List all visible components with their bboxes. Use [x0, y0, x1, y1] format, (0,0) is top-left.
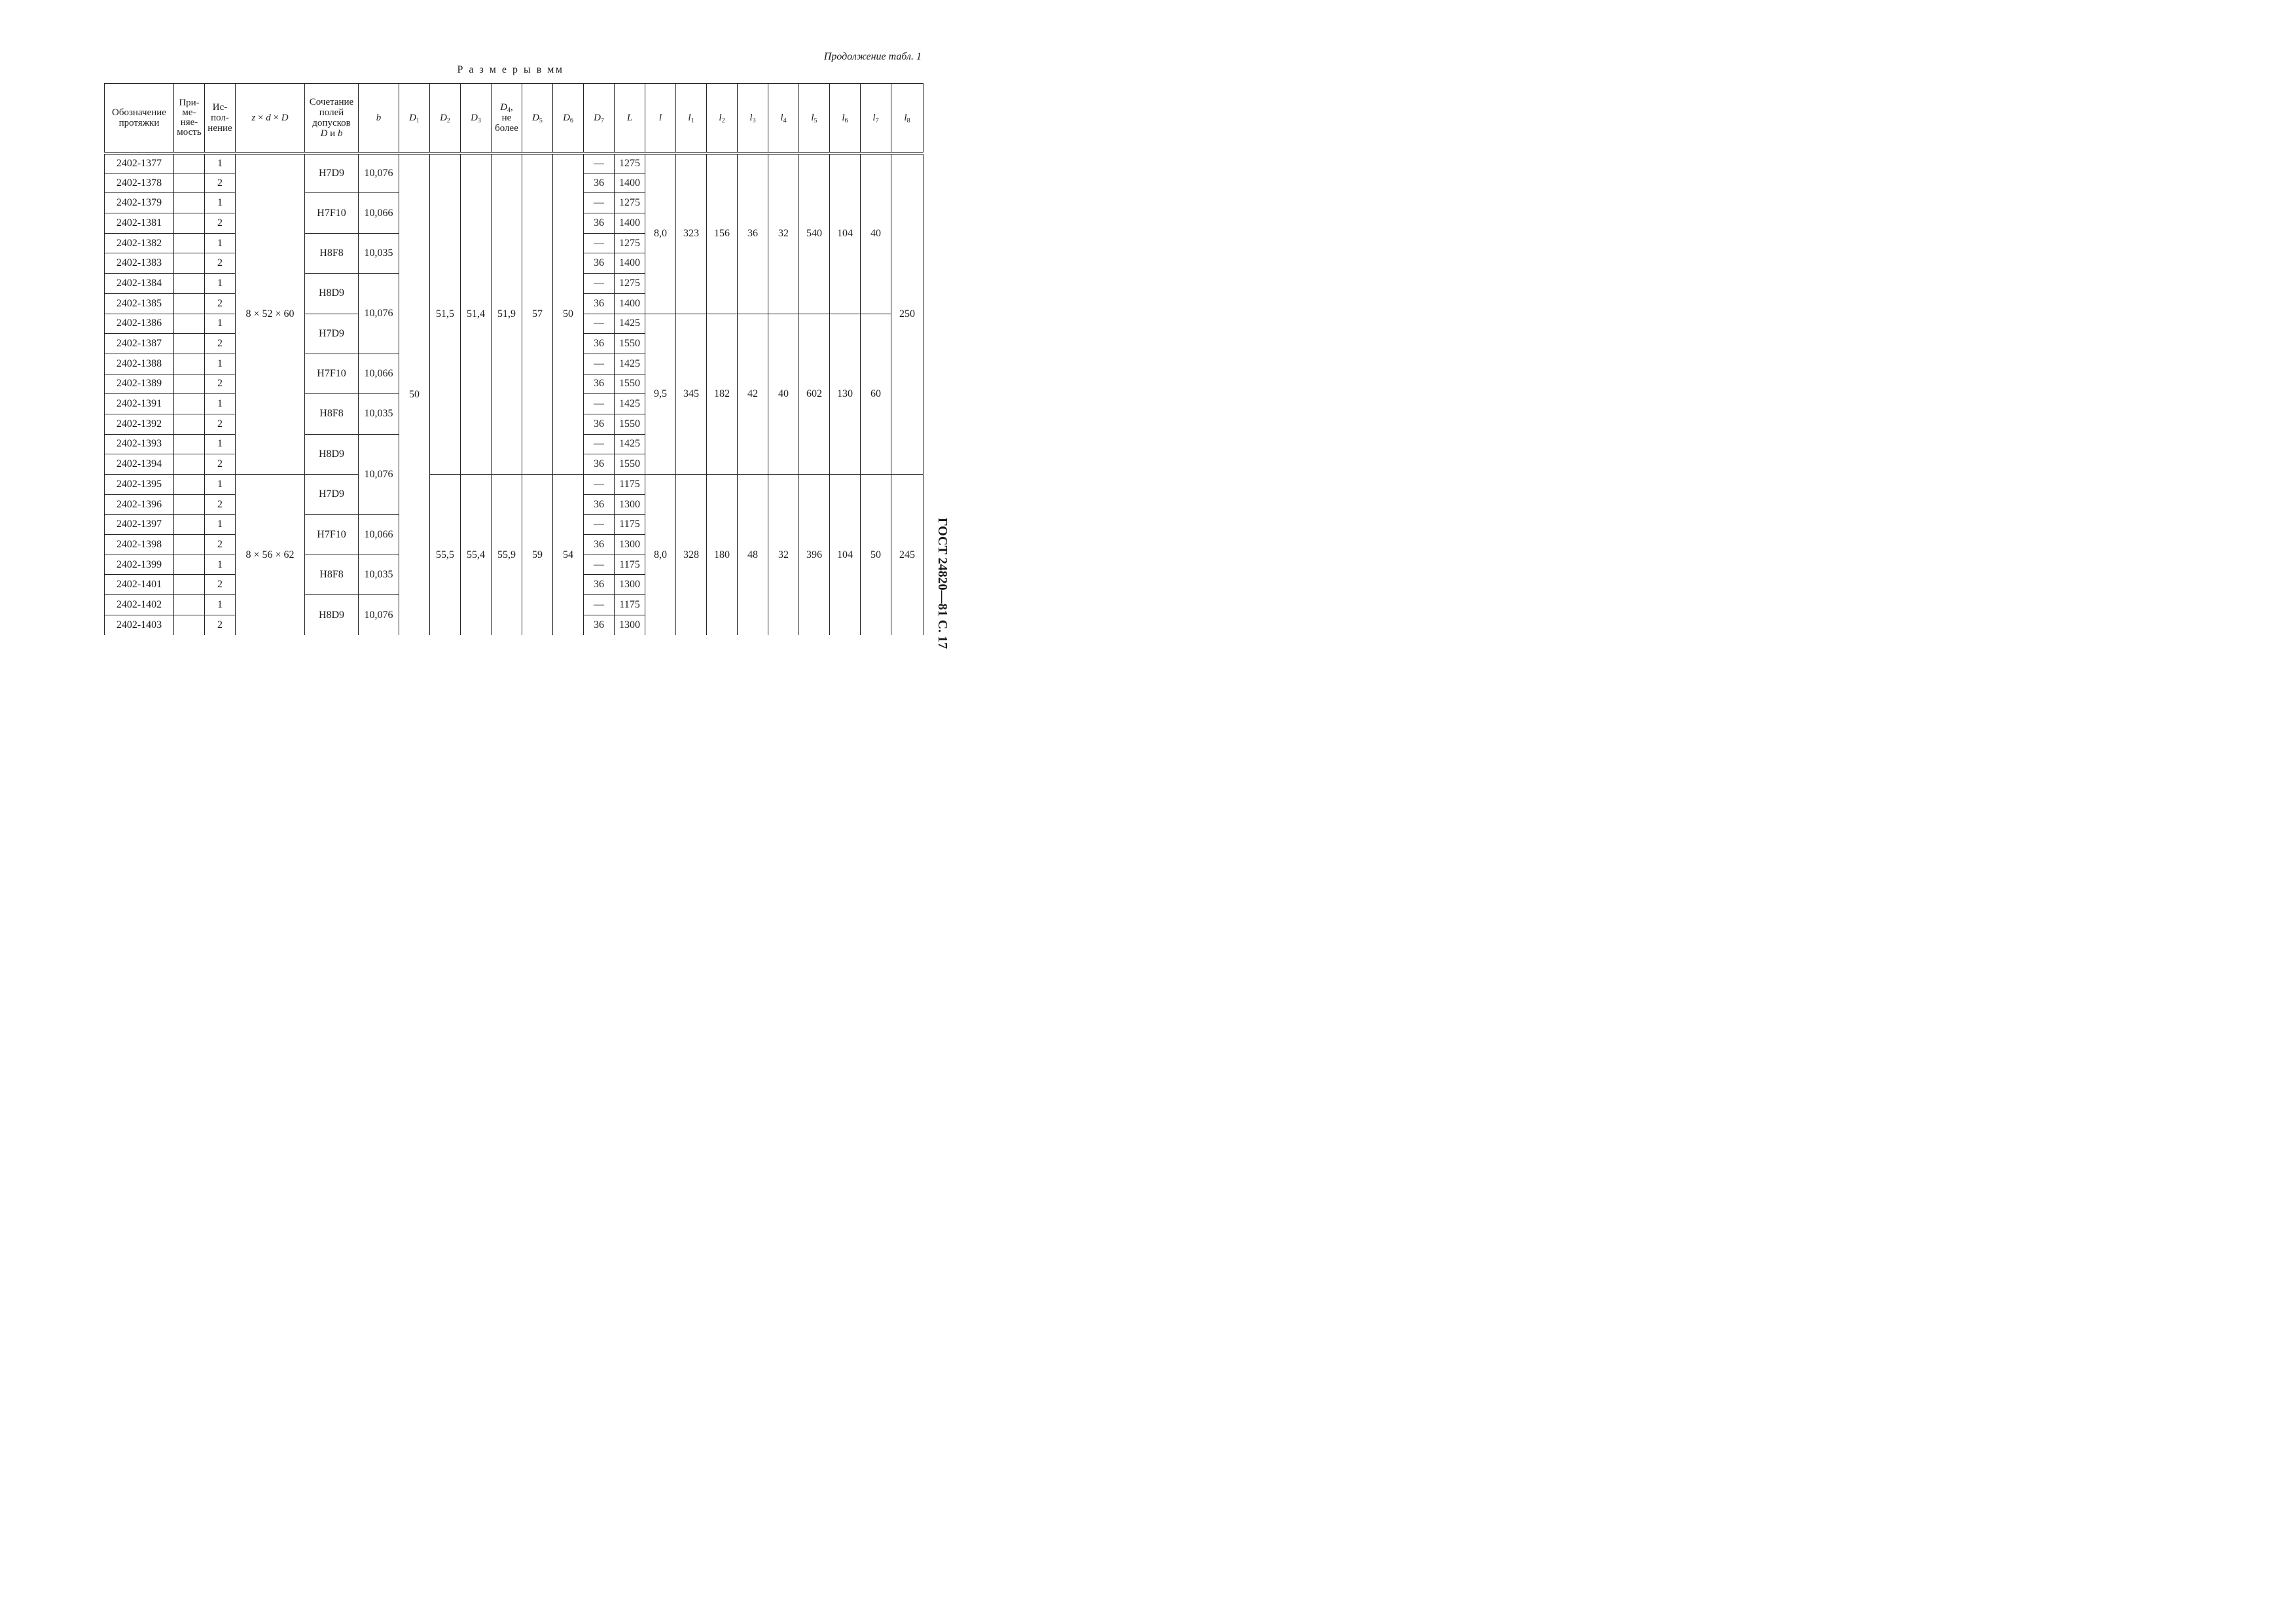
col-D1: $D_1$: [399, 84, 430, 153]
D7-cell: 36: [584, 494, 615, 515]
designation-cell: 2402-1387: [105, 334, 174, 354]
applicability-cell: [174, 394, 205, 414]
D7-cell: —: [584, 595, 615, 615]
col-D3: $D_3$: [461, 84, 492, 153]
D7-cell: —: [584, 274, 615, 294]
applicability-cell: [174, 193, 205, 213]
col-l3: $l_3$: [738, 84, 768, 153]
version-cell: 2: [205, 414, 236, 434]
D5-cell: 57: [522, 153, 553, 475]
D7-cell: —: [584, 153, 615, 173]
version-cell: 1: [205, 434, 236, 454]
L-cell: 1400: [615, 293, 645, 314]
applicability-cell: [174, 575, 205, 595]
D7-cell: 36: [584, 213, 615, 234]
L-cell: 1550: [615, 454, 645, 475]
tolerance-cell: H8D9: [305, 274, 359, 314]
col-l6: $l_6$: [830, 84, 861, 153]
b-cell: 10,035: [359, 555, 399, 594]
col-tolerance: Сочетание полей допусков D и b: [305, 84, 359, 153]
l5-cell: 396: [799, 475, 830, 636]
version-cell: 2: [205, 253, 236, 274]
L-cell: 1425: [615, 354, 645, 374]
D4-cell: 55,9: [492, 475, 522, 636]
version-cell: 2: [205, 213, 236, 234]
L-cell: 1275: [615, 274, 645, 294]
l7-cell: 60: [861, 314, 891, 475]
l-cell: 8,0: [645, 153, 676, 314]
version-cell: 1: [205, 515, 236, 535]
L-cell: 1400: [615, 173, 645, 193]
l-cell: 9,5: [645, 314, 676, 475]
applicability-cell: [174, 274, 205, 294]
L-cell: 1425: [615, 314, 645, 334]
col-l5: $l_5$: [799, 84, 830, 153]
applicability-cell: [174, 253, 205, 274]
applicability-cell: [174, 334, 205, 354]
designation-cell: 2402-1379: [105, 193, 174, 213]
D7-cell: —: [584, 314, 615, 334]
applicability-cell: [174, 615, 205, 635]
tolerance-cell: H7D9: [305, 314, 359, 354]
designation-cell: 2402-1389: [105, 374, 174, 394]
b-cell: 10,076: [359, 434, 399, 515]
version-cell: 2: [205, 575, 236, 595]
col-D2: $D_2$: [430, 84, 461, 153]
l6-cell: 104: [830, 475, 861, 636]
version-cell: 1: [205, 274, 236, 294]
applicability-cell: [174, 595, 205, 615]
col-b: b: [359, 84, 399, 153]
designation-cell: 2402-1401: [105, 575, 174, 595]
D7-cell: 36: [584, 293, 615, 314]
D7-cell: —: [584, 555, 615, 575]
D7-cell: —: [584, 515, 615, 535]
D1-cell: 50: [399, 153, 430, 636]
applicability-cell: [174, 314, 205, 334]
standard-page-label: ГОСТ 24820—81 С. 17: [935, 517, 950, 649]
col-version: Ис- пол- нение: [205, 84, 236, 153]
L-cell: 1550: [615, 414, 645, 434]
D7-cell: —: [584, 193, 615, 213]
zdD-cell: 8 × 52 × 60: [236, 153, 305, 475]
L-cell: 1425: [615, 394, 645, 414]
col-D5: $D_5$: [522, 84, 553, 153]
L-cell: 1550: [615, 334, 645, 354]
designation-cell: 2402-1402: [105, 595, 174, 615]
b-cell: 10,035: [359, 233, 399, 273]
col-l8: $l_8$: [891, 84, 924, 153]
applicability-cell: [174, 153, 205, 173]
version-cell: 1: [205, 555, 236, 575]
applicability-cell: [174, 414, 205, 434]
designation-cell: 2402-1393: [105, 434, 174, 454]
zdD-cell: 8 × 56 × 62: [236, 475, 305, 636]
l3-cell: 36: [738, 153, 768, 314]
tolerance-cell: H7D9: [305, 475, 359, 515]
l8-cell: 250: [891, 153, 924, 475]
version-cell: 2: [205, 293, 236, 314]
l2-cell: 182: [707, 314, 738, 475]
version-cell: 2: [205, 374, 236, 394]
l4-cell: 32: [768, 475, 799, 636]
D7-cell: 36: [584, 615, 615, 635]
version-cell: 1: [205, 153, 236, 173]
applicability-cell: [174, 494, 205, 515]
designation-cell: 2402-1385: [105, 293, 174, 314]
designation-cell: 2402-1399: [105, 555, 174, 575]
b-cell: 10,066: [359, 515, 399, 555]
l1-cell: 345: [676, 314, 707, 475]
D7-cell: —: [584, 233, 615, 253]
broach-dimensions-table: [104, 83, 924, 635]
D7-cell: 36: [584, 334, 615, 354]
D3-cell: 51,4: [461, 153, 492, 475]
tolerance-cell: H8D9: [305, 434, 359, 474]
applicability-cell: [174, 354, 205, 374]
designation-cell: 2402-1394: [105, 454, 174, 475]
designation-cell: 2402-1382: [105, 233, 174, 253]
designation-cell: 2402-1384: [105, 274, 174, 294]
version-cell: 2: [205, 615, 236, 635]
D5-cell: 59: [522, 475, 553, 636]
designation-cell: 2402-1398: [105, 535, 174, 555]
designation-cell: 2402-1397: [105, 515, 174, 535]
designation-cell: 2402-1391: [105, 394, 174, 414]
L-cell: 1175: [615, 515, 645, 535]
applicability-cell: [174, 475, 205, 495]
tolerance-cell: H7D9: [305, 153, 359, 193]
version-cell: 1: [205, 193, 236, 213]
L-cell: 1175: [615, 475, 645, 495]
col-l2: $l_2$: [707, 84, 738, 153]
l1-cell: 323: [676, 153, 707, 314]
tolerance-cell: H7F10: [305, 515, 359, 555]
L-cell: 1300: [615, 494, 645, 515]
version-cell: 2: [205, 535, 236, 555]
l5-cell: 602: [799, 314, 830, 475]
l3-cell: 42: [738, 314, 768, 475]
applicability-cell: [174, 555, 205, 575]
D7-cell: —: [584, 434, 615, 454]
version-cell: 2: [205, 173, 236, 193]
designation-cell: 2402-1383: [105, 253, 174, 274]
version-cell: 1: [205, 354, 236, 374]
L-cell: 1300: [615, 615, 645, 635]
designation-cell: 2402-1386: [105, 314, 174, 334]
L-cell: 1300: [615, 575, 645, 595]
header-row: [105, 84, 924, 153]
l6-cell: 130: [830, 314, 861, 475]
D7-cell: —: [584, 475, 615, 495]
units-caption: Р а з м е р ы в мм: [457, 64, 564, 75]
col-D7: $D_7$: [584, 84, 615, 153]
D7-cell: 36: [584, 535, 615, 555]
version-cell: 1: [205, 595, 236, 615]
col-L: L: [615, 84, 645, 153]
L-cell: 1400: [615, 213, 645, 234]
L-cell: 1300: [615, 535, 645, 555]
col-l1: $l_1$: [676, 84, 707, 153]
L-cell: 1175: [615, 595, 645, 615]
col-applicability: При- ме- няе- мость: [174, 84, 205, 153]
D7-cell: 36: [584, 454, 615, 475]
col-l: l: [645, 84, 676, 153]
l4-cell: 32: [768, 153, 799, 314]
b-cell: 10,066: [359, 193, 399, 233]
tolerance-cell: H7F10: [305, 354, 359, 393]
D7-cell: —: [584, 354, 615, 374]
designation-cell: 2402-1377: [105, 153, 174, 173]
D7-cell: 36: [584, 173, 615, 193]
designation-cell: 2402-1381: [105, 213, 174, 234]
l8-cell: 245: [891, 475, 924, 636]
tolerance-cell: H8D9: [305, 595, 359, 635]
D6-cell: 54: [553, 475, 584, 636]
l2-cell: 156: [707, 153, 738, 314]
applicability-cell: [174, 434, 205, 454]
applicability-cell: [174, 515, 205, 535]
D3-cell: 55,4: [461, 475, 492, 636]
applicability-cell: [174, 535, 205, 555]
applicability-cell: [174, 374, 205, 394]
tolerance-cell: H8F8: [305, 555, 359, 594]
L-cell: 1275: [615, 153, 645, 173]
applicability-cell: [174, 233, 205, 253]
version-cell: 2: [205, 454, 236, 475]
L-cell: 1550: [615, 374, 645, 394]
D7-cell: 36: [584, 575, 615, 595]
D2-cell: 51,5: [430, 153, 461, 475]
table-row: [105, 475, 924, 495]
version-cell: 1: [205, 314, 236, 334]
col-zdD: z × d × D: [236, 84, 305, 153]
D4-cell: 51,9: [492, 153, 522, 475]
continuation-caption: Продолжение табл. 1: [823, 51, 922, 62]
version-cell: 1: [205, 394, 236, 414]
D7-cell: 36: [584, 253, 615, 274]
L-cell: 1425: [615, 434, 645, 454]
applicability-cell: [174, 454, 205, 475]
col-D6: $D_6$: [553, 84, 584, 153]
l3-cell: 48: [738, 475, 768, 636]
col-l7: $l_7$: [861, 84, 891, 153]
applicability-cell: [174, 173, 205, 193]
l7-cell: 50: [861, 475, 891, 636]
l4-cell: 40: [768, 314, 799, 475]
l-cell: 8,0: [645, 475, 676, 636]
D7-cell: 36: [584, 414, 615, 434]
designation-cell: 2402-1395: [105, 475, 174, 495]
applicability-cell: [174, 293, 205, 314]
L-cell: 1275: [615, 233, 645, 253]
version-cell: 1: [205, 233, 236, 253]
tolerance-cell: H8F8: [305, 233, 359, 273]
L-cell: 1275: [615, 193, 645, 213]
b-cell: 10,035: [359, 394, 399, 434]
col-l4: $l_4$: [768, 84, 799, 153]
l5-cell: 540: [799, 153, 830, 314]
l1-cell: 328: [676, 475, 707, 636]
b-cell: 10,076: [359, 153, 399, 193]
L-cell: 1400: [615, 253, 645, 274]
col-designation: Обозначение протяжки: [105, 84, 174, 153]
L-cell: 1175: [615, 555, 645, 575]
D7-cell: —: [584, 394, 615, 414]
b-cell: 10,076: [359, 274, 399, 354]
b-cell: 10,076: [359, 595, 399, 635]
l6-cell: 104: [830, 153, 861, 314]
l7-cell: 40: [861, 153, 891, 314]
D7-cell: 36: [584, 374, 615, 394]
applicability-cell: [174, 213, 205, 234]
designation-cell: 2402-1396: [105, 494, 174, 515]
designation-cell: 2402-1388: [105, 354, 174, 374]
D2-cell: 55,5: [430, 475, 461, 636]
version-cell: 2: [205, 494, 236, 515]
tolerance-cell: H7F10: [305, 193, 359, 233]
b-cell: 10,066: [359, 354, 399, 393]
D6-cell: 50: [553, 153, 584, 475]
tolerance-cell: H8F8: [305, 394, 359, 434]
version-cell: 1: [205, 475, 236, 495]
table-row: [105, 153, 924, 173]
version-cell: 2: [205, 334, 236, 354]
designation-cell: 2402-1392: [105, 414, 174, 434]
col-D4: $D_4$, не более: [492, 84, 522, 153]
designation-cell: 2402-1378: [105, 173, 174, 193]
designation-cell: 2402-1403: [105, 615, 174, 635]
l2-cell: 180: [707, 475, 738, 636]
